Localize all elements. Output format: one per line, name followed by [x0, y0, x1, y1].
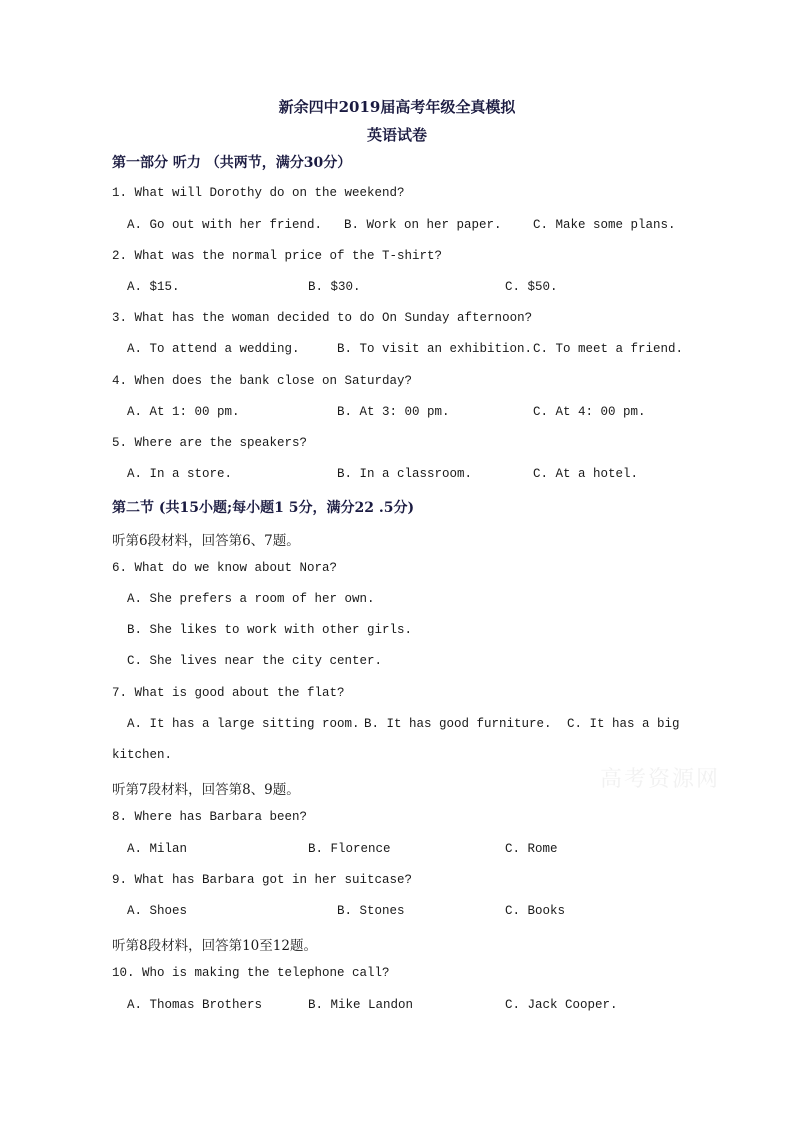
q3-option-b: B. To visit an exhibition.: [337, 342, 533, 356]
question-1: 1. What will Dorothy do on the weekend?: [112, 186, 405, 200]
exam-subtitle: 英语试卷: [366, 126, 427, 144]
q7-option-c-continued: kitchen.: [112, 748, 173, 762]
q2-option-b: B. $30.: [308, 280, 361, 294]
q4-option-b: B. At 3: 00 pm.: [337, 405, 450, 419]
question-8: 8. Where has Barbara been?: [112, 810, 308, 824]
q3-option-a: A. To attend a wedding.: [127, 342, 300, 356]
q1-option-b: B. Work on her paper.: [344, 218, 502, 232]
q10-option-b: B. Mike Landon: [308, 998, 414, 1012]
section2-heading: 第二节 (共15小题;每小题1 5分，满分22 .5分): [112, 500, 415, 516]
question-6: 6. What do we know about Nora?: [112, 561, 338, 575]
q9-option-a: A. Shoes: [127, 904, 188, 918]
question-4: 4. When does the bank close on Saturday?: [112, 374, 413, 388]
q4-option-a: A. At 1: 00 pm.: [127, 405, 240, 419]
exam-title: 新余四中2019届高考年级全真模拟: [278, 98, 516, 116]
q5-option-a: A. In a store.: [127, 467, 233, 481]
q9-option-b: B. Stones: [337, 904, 405, 918]
q4-option-c: C. At 4: 00 pm.: [533, 405, 646, 419]
q10-option-a: A. Thomas Brothers: [127, 998, 263, 1012]
q9-option-c: C. Books: [505, 904, 566, 918]
q8-option-c: C. Rome: [505, 842, 558, 856]
q7-option-b: B. It has good furniture.: [364, 717, 552, 731]
question-2: 2. What was the normal price of the T-shirt?: [112, 249, 443, 263]
question-7: 7. What is good about the flat?: [112, 686, 345, 700]
passage-8-note: 听第8段材料，回答第10至12题。: [112, 938, 317, 954]
passage-6-note: 听第6段材料，回答第6、7题。: [112, 533, 300, 549]
q5-option-b: B. In a classroom.: [337, 467, 473, 481]
passage-7-note: 听第7段材料，回答第8、9题。: [112, 782, 300, 798]
q1-option-c: C. Make some plans.: [533, 218, 676, 232]
q7-option-a: A. It has a large sitting room.: [127, 717, 360, 731]
q1-option-a: A. Go out with her friend.: [127, 218, 323, 232]
q3-option-c: C. To meet a friend.: [533, 342, 684, 356]
q6-option-b: B. She likes to work with other girls.: [127, 623, 413, 637]
q6-option-c: C. She lives near the city center.: [127, 654, 383, 668]
q2-option-a: A. $15.: [127, 280, 180, 294]
question-3: 3. What has the woman decided to do On Sunday afternoon?: [112, 311, 533, 325]
q8-option-a: A. Milan: [127, 842, 188, 856]
question-9: 9. What has Barbara got in her suitcase?: [112, 873, 413, 887]
q8-option-b: B. Florence: [308, 842, 391, 856]
q6-option-a: A. She prefers a room of her own.: [127, 592, 375, 606]
q7-option-c: C. It has a big: [567, 717, 680, 731]
q10-option-c: C. Jack Cooper.: [505, 998, 618, 1012]
question-5: 5. Where are the speakers?: [112, 436, 308, 450]
q2-option-c: C. $50.: [505, 280, 558, 294]
q5-option-c: C. At a hotel.: [533, 467, 639, 481]
part1-heading: 第一部分 听力 （共两节，满分30分）: [112, 155, 352, 171]
watermark: 高考资源网: [600, 767, 721, 792]
question-10: 10. Who is making the telephone call?: [112, 966, 390, 980]
